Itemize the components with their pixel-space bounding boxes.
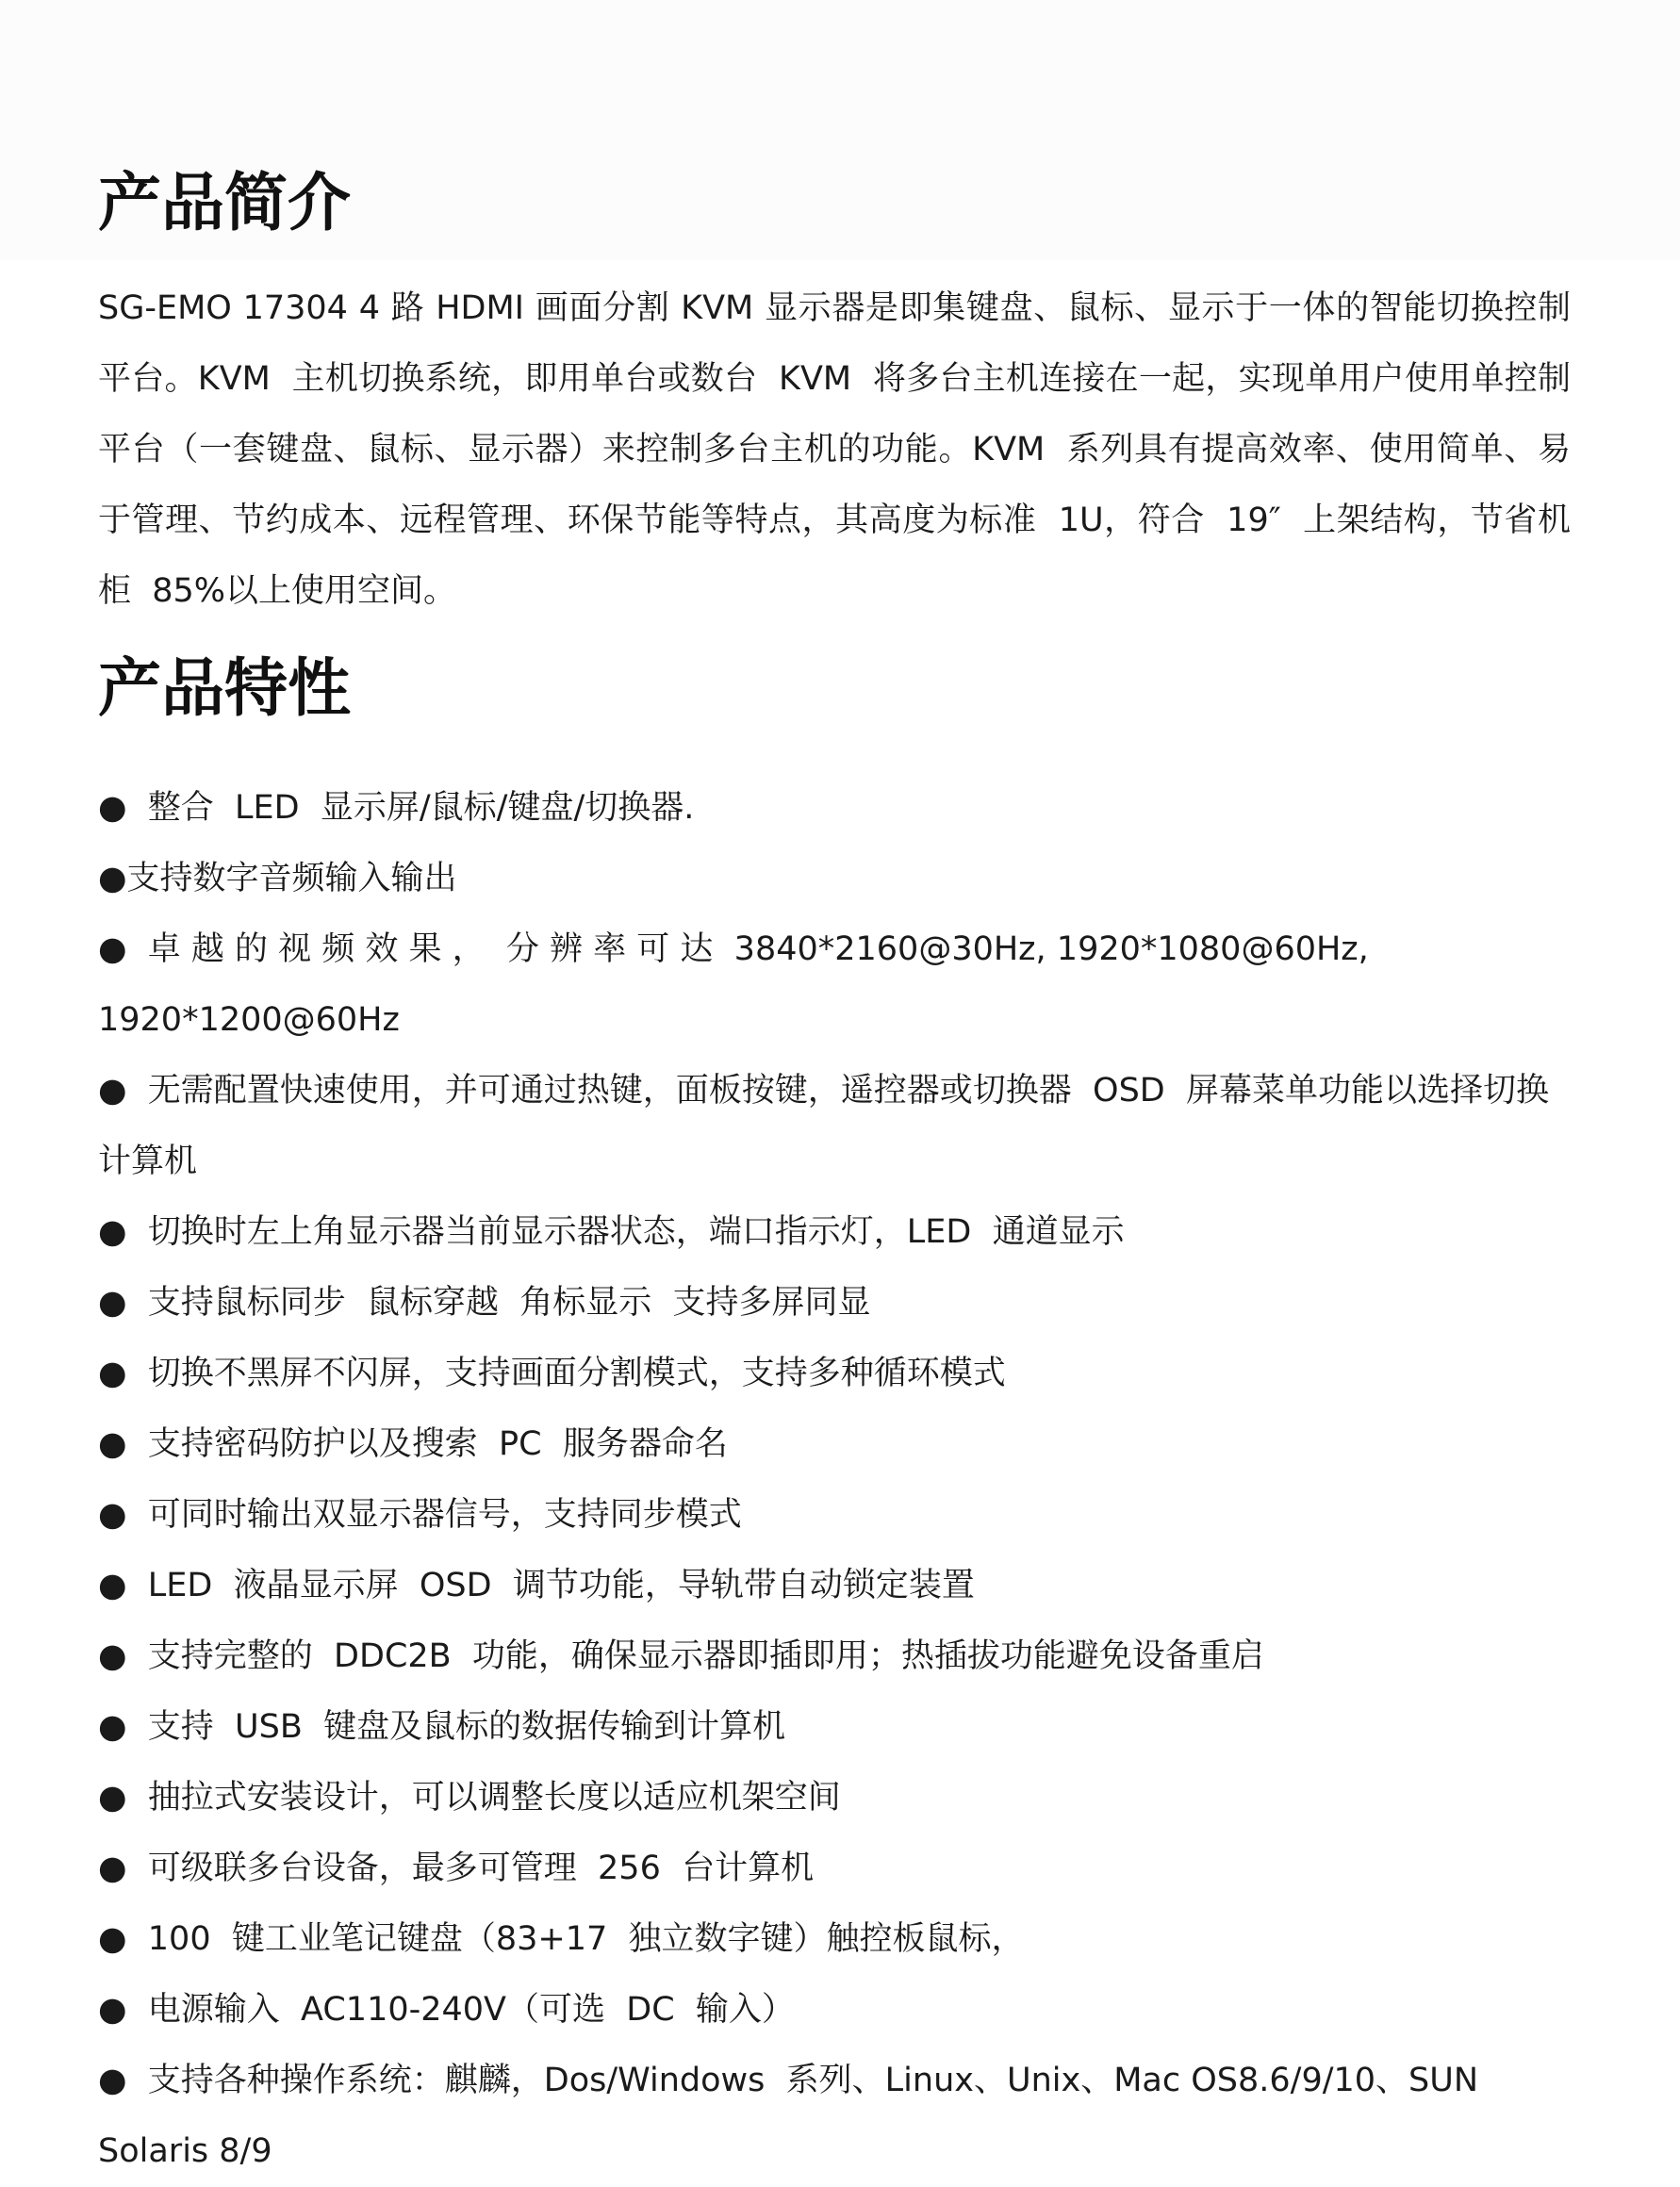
product-features-heading: 产品特性 bbox=[98, 651, 351, 725]
feature-item: ● 支持 USB 键盘及鼠标的数据传输到计算机 bbox=[98, 1708, 786, 1746]
feature-item: ● 无需配置快速使用，并可通过热键，面板按键，遥控器或切换器 OSD 屏幕菜单功能以选择切换 bbox=[98, 1072, 1550, 1110]
feature-item: ● 抽拉式安装设计，可以调整长度以适应机架空间 bbox=[98, 1779, 841, 1817]
feature-item: ●支持数字音频输入输出 bbox=[98, 860, 457, 897]
feature-item: ● 切换时左上角显示器当前显示器状态，端口指示灯，LED 通道显示 bbox=[98, 1213, 1125, 1251]
feature-item-continued: 1920*1200@60Hz bbox=[98, 1001, 400, 1039]
product-intro-paragraph: SG-EMO 17304 4 路 HDMI 画面分割 KVM 显示器是即集键盘、鼠标、显示于一体的智能切换控制平台。KVM 主机切换系统，即用单台或数台 KVM 将多台主机连接在一起，实现单用户使用单控制平台（一套键盘、鼠标、显示器）来控制多台主机的功能。KVM 系列具有提高效率、使用简单、易于管理、节约成本、远程管理、环保节能等特点，其高度为标准 1U，符合 19″ 上架结构，节省机柜 85%以上使用空间。 bbox=[98, 289, 1571, 610]
feature-item: ● LED 液晶显示屏 OSD 调节功能，导轨带自动锁定装置 bbox=[98, 1567, 975, 1604]
feature-item: ● 卓 越 的 视 频 效 果 ， 分 辨 率 可 达 3840*2160@30Hz, 1920*1080@60Hz, bbox=[98, 930, 1369, 968]
feature-item: ● 可级联多台设备，最多可管理 256 台计算机 bbox=[98, 1850, 815, 1887]
feature-item: ● 100 键工业笔记键盘（83+17 独立数字键）触控板鼠标， bbox=[98, 1920, 1025, 1958]
product-intro-heading: 产品简介 bbox=[98, 166, 351, 239]
feature-item: ● 可同时输出双显示器信号，支持同步模式 bbox=[98, 1496, 742, 1534]
feature-item: ● 支持鼠标同步 鼠标穿越 角标显示 支持多屏同显 bbox=[98, 1284, 871, 1322]
feature-item: ● 支持各种操作系统：麒麟，Dos/Windows 系列、Linux、Unix、Mac OS8.6/9/10、SUN bbox=[98, 2062, 1479, 2099]
feature-item: ● 支持密码防护以及搜索 PC 服务器命名 bbox=[98, 1425, 728, 1463]
feature-list bbox=[98, 773, 1571, 2187]
feature-item: ● 整合 LED 显示屏/鼠标/键盘/切换器. bbox=[98, 789, 695, 827]
feature-item: ● 切换不黑屏不闪屏，支持画面分割模式，支持多种循环模式 bbox=[98, 1355, 1006, 1392]
feature-item: ● 电源输入 AC110-240V（可选 DC 输入） bbox=[98, 1991, 795, 2029]
feature-item: ● 支持完整的 DDC2B 功能，确保显示器即插即用；热插拔功能避免设备重启 bbox=[98, 1637, 1264, 1675]
feature-item-continued: Solaris 8/9 bbox=[98, 2132, 272, 2170]
feature-item-continued: 计算机 bbox=[98, 1143, 198, 1180]
